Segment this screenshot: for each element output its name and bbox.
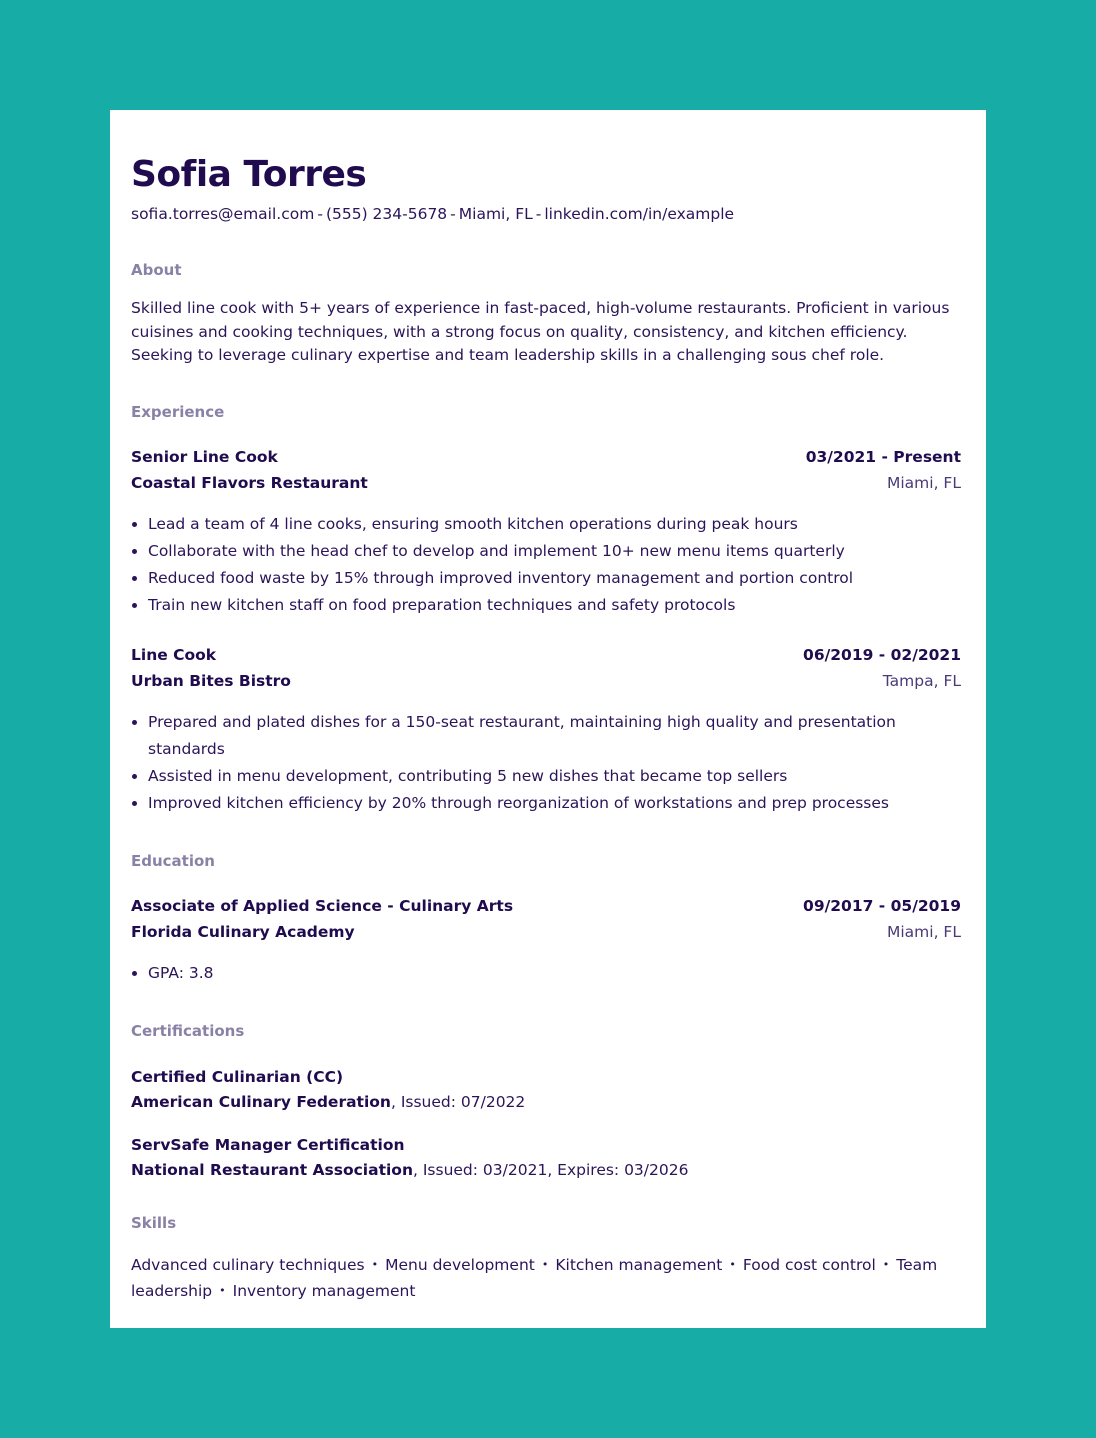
experience-entry [131,447,961,619]
degree-title: Associate of Applied Science - Culinary Arts [131,896,514,915]
skill-separator: • [371,1257,379,1271]
job-title: Senior Line Cook [131,447,278,466]
job-dates: 06/2019 - 02/2021 [803,645,961,664]
certification-entry [131,1065,961,1115]
certification-issuer: National Restaurant Association [131,1160,413,1179]
job-title: Line Cook [131,645,217,664]
skill-item: Inventory management [232,1281,416,1300]
list-item: • Collaborate with the head chef to develop and implement 10+ new menu items quarterly [148,538,961,565]
contact-line [131,204,961,224]
list-item: • Lead a team of 4 line cooks, ensuring smooth kitchen operations during peak hours [148,511,961,538]
experience-heading: Experience [131,402,225,421]
certification-dates: , Issued: 07/2022 [390,1092,526,1111]
list-item: • Train new kitchen staff on food preparation techniques and safety protocols [148,592,961,619]
company-name: Urban Bites Bistro [131,671,291,690]
company-name: Coastal Flavors Restaurant [131,473,368,492]
education-dates: 09/2017 - 05/2019 [803,896,961,915]
certification-dates: , Issued: 03/2021, Expires: 03/2026 [413,1160,689,1179]
skills-list [131,1252,961,1304]
contact-separator: - [450,205,456,223]
skill-separator: • [541,1257,549,1271]
certification-name: ServSafe Manager Certification [131,1135,405,1154]
skill-separator: • [219,1283,226,1297]
list-item: • Reduced food waste by 15% through improved inventory management and portion control [148,565,961,592]
school-location: Miami, FL [887,922,961,941]
experience-entry [131,645,961,817]
about-heading: About [131,261,182,279]
school-name: Florida Culinary Academy [131,922,355,941]
contact-phone: (555) 234-5678 [325,205,448,223]
job-bullets [131,511,961,619]
skills-heading: Skills [131,1213,177,1232]
list-item: • Prepared and plated dishes for a 150-seat restaurant, maintaining high quality and presentation standards [148,709,961,763]
list-item: • Assisted in menu development, contributing 5 new dishes that became top sellers [148,763,961,790]
skill-item: Kitchen management [555,1255,723,1274]
certifications-heading: Certifications [131,1021,245,1040]
candidate-name: Sofia Torres [131,154,367,195]
education-entry [131,896,961,987]
skill-item: Team leadership [131,1255,938,1300]
contact-linkedin: linkedin.com/in/example [544,205,735,223]
certification-issuer: American Culinary Federation [131,1092,391,1111]
contact-email: sofia.torres@email.com [131,205,315,223]
contact-separator: - [535,205,542,223]
skill-item: Advanced culinary techniques [131,1255,365,1274]
job-location: Tampa, FL [882,671,961,690]
list-item: • Improved kitchen efficiency by 20% through reorganization of workstations and prep processes [148,790,961,817]
contact-separator: - [317,205,323,223]
skill-item: Menu development [385,1255,535,1274]
list-item: • GPA: 3.8 [148,960,961,987]
education-heading: Education [131,851,215,870]
resume-page [110,110,986,1328]
skill-item: Food cost control [742,1255,876,1274]
contact-location: Miami, FL [458,205,533,223]
skill-separator: • [882,1257,890,1271]
job-dates: 03/2021 - Present [805,447,961,466]
education-bullets [131,960,961,987]
certification-entry [131,1133,961,1183]
skill-separator: • [729,1257,736,1271]
certification-name: Certified Culinarian (CC) [131,1067,344,1086]
job-location: Miami, FL [887,473,961,492]
job-bullets [131,709,961,817]
about-text: Skilled line cook with 5+ years of experience in fast-paced, high-volume restaurants. Proficient in various cuisines and cooking techniques, with a strong focus on quality, consistency, and kitchen efficiency. Seeking to leverage culinary expertise and team leadership skills in a challenging sous chef role. [131,299,950,364]
